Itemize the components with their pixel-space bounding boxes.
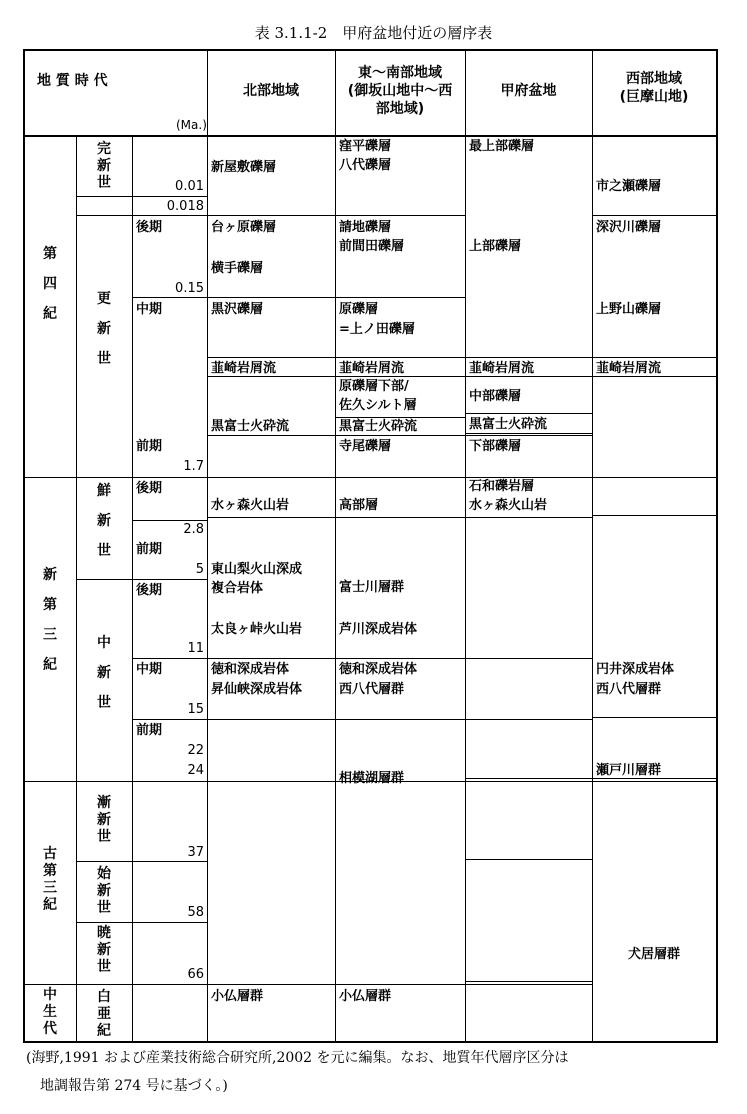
east-unit: 相模湖層群 <box>339 771 405 786</box>
subdivision-label: 前期 <box>136 542 163 557</box>
subdivision-label: 前期 <box>136 439 163 454</box>
kofu-unit: 韮崎岩屑流 <box>469 361 535 376</box>
header-east-line2: (御坂山地中～西 <box>347 83 453 99</box>
north-unit: 黒沢礫層 <box>211 302 264 317</box>
age-label: 11 <box>187 641 204 656</box>
east-unit: =上ノ田礫層 <box>339 322 415 337</box>
east-unit: 原礫層下部/ <box>339 379 409 394</box>
west-unit: 犬居層群 <box>627 947 680 962</box>
north-unit: 複合岩体 <box>211 581 264 596</box>
north-unit: 黒富士火砕流 <box>211 419 290 434</box>
epoch-pliocene: 鮮 新 世 <box>97 483 111 559</box>
age-label: 37 <box>187 845 204 860</box>
period-mesozoic: 中 生 代 <box>43 987 57 1037</box>
east-unit: 徳和深成岩体 <box>339 662 418 677</box>
west-unit: 深沢川礫層 <box>596 220 662 235</box>
age-label: 58 <box>187 905 204 920</box>
east-unit: 富士川層群 <box>339 580 405 595</box>
east-unit: 八代礫層 <box>339 158 392 173</box>
header-west-line2: (巨摩山地) <box>619 89 689 105</box>
kofu-unit: 石和礫岩層 <box>469 479 535 494</box>
north-unit: 水ヶ森火山岩 <box>211 498 290 513</box>
header-north: 北部地域 <box>243 83 299 99</box>
north-unit: 新屋敷礫層 <box>211 160 277 175</box>
header-kofu: 甲府盆地 <box>500 83 557 99</box>
age-label: 15 <box>187 702 204 717</box>
north-unit: 昇仙峡深成岩体 <box>211 682 303 697</box>
subdivision-label: 中期 <box>136 302 163 317</box>
north-unit: 太良ヶ峠火山岩 <box>211 622 303 637</box>
header-geologic-time: 地 質 時 代 <box>37 73 108 89</box>
period-quaternary: 第 四 紀 <box>43 246 57 322</box>
footnote-line2: 地調報告第 274 号に基づく。) <box>40 1078 228 1094</box>
east-unit: 原礫層 <box>339 302 379 317</box>
epoch-paleocene: 暁 新 世 <box>97 925 111 975</box>
subdivision-label: 後期 <box>136 220 163 235</box>
subdivision-label: 後期 <box>136 583 163 598</box>
age-label: 24 <box>187 763 204 778</box>
subdivision-label: 中期 <box>136 662 163 677</box>
footnote-line1: (海野,1991 および産業技術総合研究所,2002 を元に編集。なお、地質年代層序区分は <box>26 1050 569 1066</box>
east-unit: 請地礫層 <box>339 220 392 235</box>
age-label: 0.15 <box>175 281 204 296</box>
epoch-pleistocene: 更 新 世 <box>97 291 111 367</box>
east-unit: 韮崎岩屑流 <box>339 361 405 376</box>
kofu-unit: 水ヶ森火山岩 <box>469 498 548 513</box>
subdivision-label: 前期 <box>136 723 163 738</box>
age-label: 2.8 <box>183 522 204 537</box>
north-unit: 横手礫層 <box>211 261 264 276</box>
age-label: 0.01 <box>175 179 204 194</box>
west-unit: 西八代層群 <box>596 682 662 697</box>
kofu-unit: 最上部礫層 <box>469 139 535 154</box>
header-east-line1: 東～南部地域 <box>358 65 442 81</box>
table-caption: 表 3.1.1-2 甲府盆地付近の層序表 <box>254 24 493 42</box>
epoch-miocene: 中 新 世 <box>97 635 111 711</box>
north-unit: 東山梨火山深成 <box>211 562 303 577</box>
east-unit: 西八代層群 <box>339 682 405 697</box>
epoch-eocene: 始 新 世 <box>97 866 111 916</box>
kofu-unit: 上部礫層 <box>469 239 522 254</box>
age-label: 1.7 <box>183 459 204 474</box>
period-paleogene: 古 第 三 紀 <box>43 846 57 913</box>
subdivision-label: 後期 <box>136 481 163 496</box>
north-unit: 台ヶ原礫層 <box>211 220 277 235</box>
east-unit: 黒富士火砕流 <box>339 419 418 434</box>
east-unit: 高部層 <box>339 498 379 513</box>
kofu-unit: 下部礫層 <box>469 439 522 454</box>
west-unit: 瀬戸川層群 <box>596 763 662 778</box>
east-unit: 小仏層群 <box>339 989 392 1004</box>
west-unit: 上野山礫層 <box>596 302 662 317</box>
epoch-cretaceous: 白 亜 紀 <box>97 989 111 1039</box>
east-unit: 前間田礫層 <box>339 239 405 254</box>
header-east-line3: 部地域) <box>375 101 425 117</box>
period-neogene: 新 第 三 紀 <box>43 567 57 673</box>
age-label: 22 <box>187 743 204 758</box>
west-unit: 円井深成岩体 <box>596 662 675 677</box>
header-west-line1: 西部地域 <box>626 71 682 87</box>
east-unit: 寺尾礫層 <box>339 439 392 454</box>
age-label: 5 <box>195 562 204 577</box>
east-unit: 芦川深成岩体 <box>339 622 418 637</box>
epoch-oligocene: 漸 新 世 <box>97 795 111 845</box>
kofu-unit: 黒富士火砕流 <box>469 417 548 432</box>
stratigraphy-table <box>23 49 718 1043</box>
epoch-holocene: 完 新 世 <box>97 141 111 191</box>
north-unit: 小仏層群 <box>211 989 264 1004</box>
east-unit: 佐久シルト層 <box>339 398 417 413</box>
west-unit: 韮崎岩屑流 <box>596 361 662 376</box>
north-unit: 徳和深成岩体 <box>211 662 290 677</box>
east-unit: 窪平礫層 <box>339 139 392 154</box>
header-unit: (Ma.) <box>176 118 207 132</box>
age-label: 0.018 <box>166 199 204 214</box>
kofu-unit: 中部礫層 <box>469 389 522 404</box>
age-label: 66 <box>187 967 204 982</box>
north-unit: 韮崎岩屑流 <box>211 361 277 376</box>
west-unit: 市之瀬礫層 <box>596 179 662 194</box>
